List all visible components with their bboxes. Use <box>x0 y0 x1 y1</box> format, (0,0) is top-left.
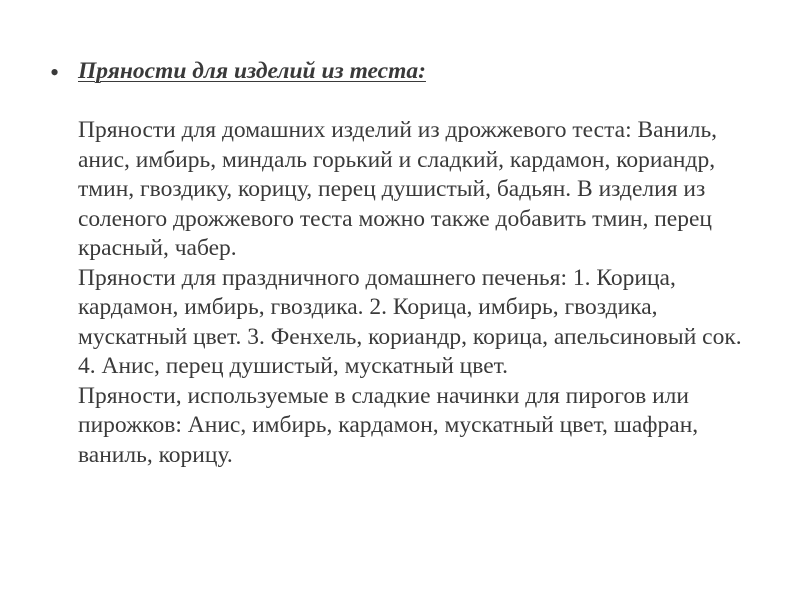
bullet-dot-icon: • <box>50 58 60 87</box>
paragraph-yeast-dough: Пряности для домашних изделий из дрожжевого теста: Ваниль, анис, имбирь, миндаль горький и сладкий, кардамон, кориандр, тмин, гвоздику, корицу, перец душистый, бадьян. В изделия из соленого дрожжевого теста можно также добавить тмин, перец красный, чабер. <box>78 117 718 261</box>
paragraph-festive-cookies: Пряности для праздничного домашнего печенья: 1. Корица, кардамон, имбирь, гвоздика. 2. Корица, имбирь, гвоздика, мускатный цвет. 3. Фенхель, кориандр, корица, апельсиновый сок. 4. Анис, перец душистый, мускатный цвет. <box>78 264 742 379</box>
section-heading: Пряности для изделий из теста: <box>78 58 426 84</box>
bullet-item <box>50 56 750 470</box>
paragraph-sweet-fillings: Пряности, используемые в сладкие начинки для пирогов или пирожков: Анис, имбирь, кардамон, мускатный цвет, шафран, ваниль, корицу. <box>78 382 699 468</box>
bullet-content <box>78 56 750 470</box>
blank-line <box>78 86 750 116</box>
